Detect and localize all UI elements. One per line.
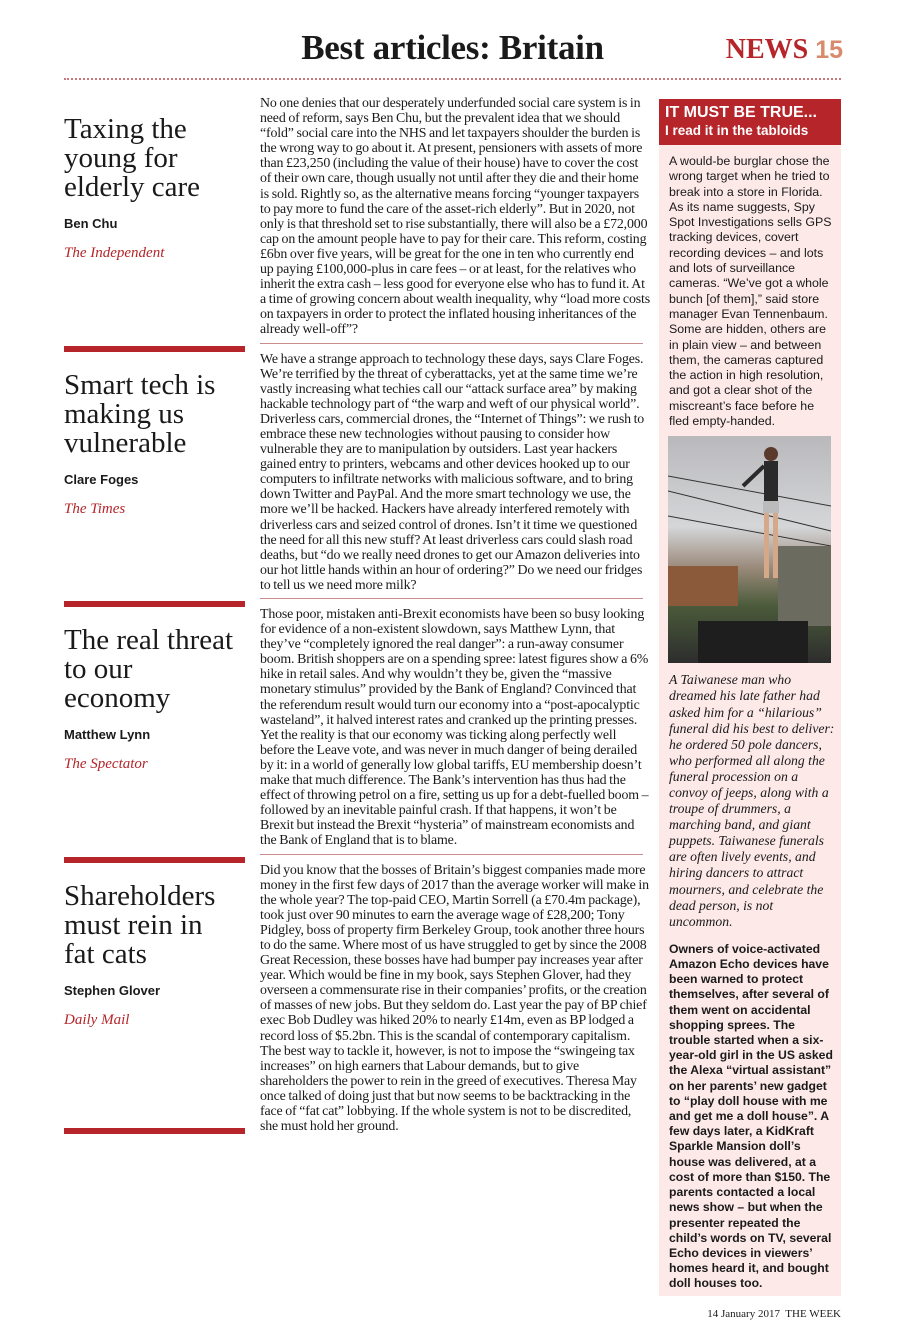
- article-smart-tech: [64, 352, 650, 608]
- page-title: Best articles: Britain: [301, 28, 604, 67]
- article-author: Ben Chu: [64, 216, 118, 231]
- sidebar-story-echo: Owners of voice-activated Amazon Echo devices have been warned to protect themselves, after several of them went on accidental shopping sprees. The trouble started when a six-year-old girl in the US asked the Alexa “virtual assistant” on her parents’ new gadget to “play doll house with me and get me a doll house”. A few days later, a KidKraft Sparkle Mansion doll’s house was delivered, at a cost of more than $150. The parents contacted a local news show – but when the presenter repeated the child’s words on TV, several Echo devices in viewers’ homes heard it, and bought doll houses too.: [669, 941, 833, 1291]
- section-bar: [64, 1128, 245, 1134]
- page-footer: [707, 1308, 841, 1320]
- article-meta: [64, 607, 246, 773]
- article-economy: [64, 607, 650, 863]
- article-headline: Taxing the young for elderly care: [64, 113, 201, 203]
- article-body: Did you know that the bosses of Britain’s biggest companies made more money in the first few days of 2017 than the average worker will make in the whole year? The top-paid CEO, Martin Sorrell (a £70.4m package), took just over 90 minutes to earn the average wage of £28,200; Tony Pidgley, boss of property firm Berkeley Group, took another three hours to do the same. Where most of us have struggled to get by since the 2008 Great Recession, these bosses have had bumper pay increases year after year. Which would be fine in my book, says Stephen Glover, had they overseen a commensurate rise in their companies’ profits, or the creation of masses of new jobs. But they seldom do. Last year the pay of BP chief exec Bob Dudley was hiked 20% to nearly £14m, even as BP lodged a record loss of $5.2bn. This is the scandal of contemporary capitalism. The best way to tackle it, however, is not to impose the “swingeing tax increases” on high earners that Labour demands, but to give shareholders the power to rein in the greed of executives. Theresa May once talked of doing just that but now seems to be backtracking in the face of “fat cat” lobbying. If the whole system is not to be discredited, she must hold her ground.: [260, 862, 649, 1135]
- article-divider: [260, 343, 643, 344]
- article-source: Daily Mail: [64, 1011, 130, 1028]
- publication-name: THE WEEK: [785, 1308, 841, 1320]
- section-label: [726, 34, 843, 66]
- pole-dancer-photo: [668, 436, 831, 663]
- sidebar-subheading: I read it in the tabloids: [665, 123, 809, 138]
- article-body: No one denies that our desperately underfunded social care system is in need of reform, says Ben Chu, but the prevalent idea that we should “fold” social care into the NHS and let taxpayers shoulder the burden is the wrong way to go about it. At present, pensioners with assets of more than £23,250 (including the value of their house) have to cover the cost of their own care, though usually not until after they die and their home is sold. Rightly so, as the alternative means forcing “younger taxpayers to pay more to fund the care of the asset-rich elderly”. But in 2020, not only is that threshold set to rise substantially, there will also be a £72,000 cap on the amount people have to pay for their care. This reform, costing £6bn over five years, will be great for the one in ten who currently end up paying £100,000-plus in care fees – or at least, for the relatives who inherit the extra cash – less good for everyone else who has to fund it. At a time of growing concern about wealth inequality, why “load more costs on taxpayers in order to protect the inflated housing inheritances of the already well-off”?: [260, 96, 650, 338]
- article-author: Stephen Glover: [64, 982, 161, 998]
- issue-date: 14 January 2017: [707, 1308, 780, 1320]
- sidebar-header: [659, 99, 841, 145]
- section-name: NEWS: [725, 34, 809, 65]
- article-headline: Shareholders must rein in fat cats: [64, 879, 216, 970]
- article-source: The Times: [64, 500, 126, 517]
- article-social-care: [64, 96, 650, 352]
- sidebar-heading: IT MUST BE TRUE...: [665, 104, 817, 121]
- article-author: Matthew Lynn: [64, 727, 151, 742]
- header-divider: [64, 78, 841, 80]
- sidebar-story-burglar: A would-be burglar chose the wrong target when he tried to break into a store in Florida. As its name suggests, Spy Spot Investigations sells GPS tracking devices, covert recording devices – and lots and lots of surveillance cameras. “We’ve got a whole bunch [of them],” said store manager Evan Tennenbaum. Some are hidden, others are in plain view – and between them, the cameras captured the action in high resolution, and got a clear shot of the miscreant’s face before he fled empty-handed.: [669, 154, 832, 429]
- article-meta: [64, 863, 246, 1029]
- article-body: Those poor, mistaken anti-Brexit economists have been so busy looking for evidence of a non-existent slowdown, says Matthew Lynn, that they’ve “completely ignored the real danger”: a run-away consumer boom. British shoppers are on a spending spree: latest figures show a 6% hike in retail sales. And why wouldn’t they be, given the “massive monetary stimulus” provided by the Bank of England? Convinced that the referendum result would turn our economy into a “post-apocalyptic wasteland”, it halved interest rates and cranked up the printing presses. Yet the reality is that our economy was ticking along perfectly well before the Leave vote, and was never in much danger of being derailed by it: in a world of generally low global tariffs, EU membership doesn’t make that much difference. The Bank’s intervention has thus had the effect of throwing petrol on a fire, setting us up for a debt-fuelled boom – followed by an inevitable painful crash. If that happens, it won’t be Brexit but instead the Brexit “hysteria” of mainstream economists and the Bank of England that is to blame.: [260, 607, 649, 849]
- article-author: Clare Foges: [64, 471, 139, 487]
- sidebar-story-funeral: A Taiwanese man who dreamed his late father had asked him for a “hilarious” funeral did his best to deliver: he ordered 50 pole dancers, who performed all along the funeral procession on a convoy of jeeps, along with a troupe of drummers, a marching band, and giant puppets. Taiwanese funerals are often lively events, and hiring dancers to attract mourners, and celebrate the dead person, is not uncommon.: [669, 672, 835, 929]
- page-number: 15: [815, 36, 843, 64]
- article-source: The Spectator: [64, 756, 148, 772]
- article-divider: [260, 598, 643, 599]
- tabloid-sidebar: [659, 99, 841, 1296]
- article-body: We have a strange approach to technology these days, says Clare Foges. We’re terrified by the threat of cyberattacks, yet at the same time we’re vastly increasing what techies call our “attack surface area” by making hackable technology part of “the warp and weft of our physical world”. Driverless cars, commercial drones, the “Internet of Things”: we rush to embrace these new technologies without pausing to consider how vulnerable they are to manipulation by outsiders. Last year hackers gained entry to printers, webcams and other devices hooked up to our computers to infiltrate networks with malicious software, and to bring down Twitter and PayPal. And the more smart technology we use, the more we’ll be hacked. Hackers have already interfered remotely with driverless cars and seized control of drones. Isn’t it time we questioned the need for all this new stuff? At least driverless cars could slash road deaths, but “do we really need drones to get our Amazon deliveries into our hot little hands within an hour of ordering?” Do we need our fridges to tell us we need more milk?: [260, 351, 645, 593]
- article-fat-cats: [64, 863, 650, 1135]
- article-divider: [260, 854, 643, 855]
- article-headline: Smart tech is making us vulnerable: [64, 368, 216, 459]
- article-meta: [64, 96, 246, 262]
- article-source: The Independent: [64, 245, 165, 261]
- articles-column: [64, 96, 650, 1134]
- article-headline: The real threat to our economy: [64, 624, 234, 714]
- article-meta: [64, 352, 246, 518]
